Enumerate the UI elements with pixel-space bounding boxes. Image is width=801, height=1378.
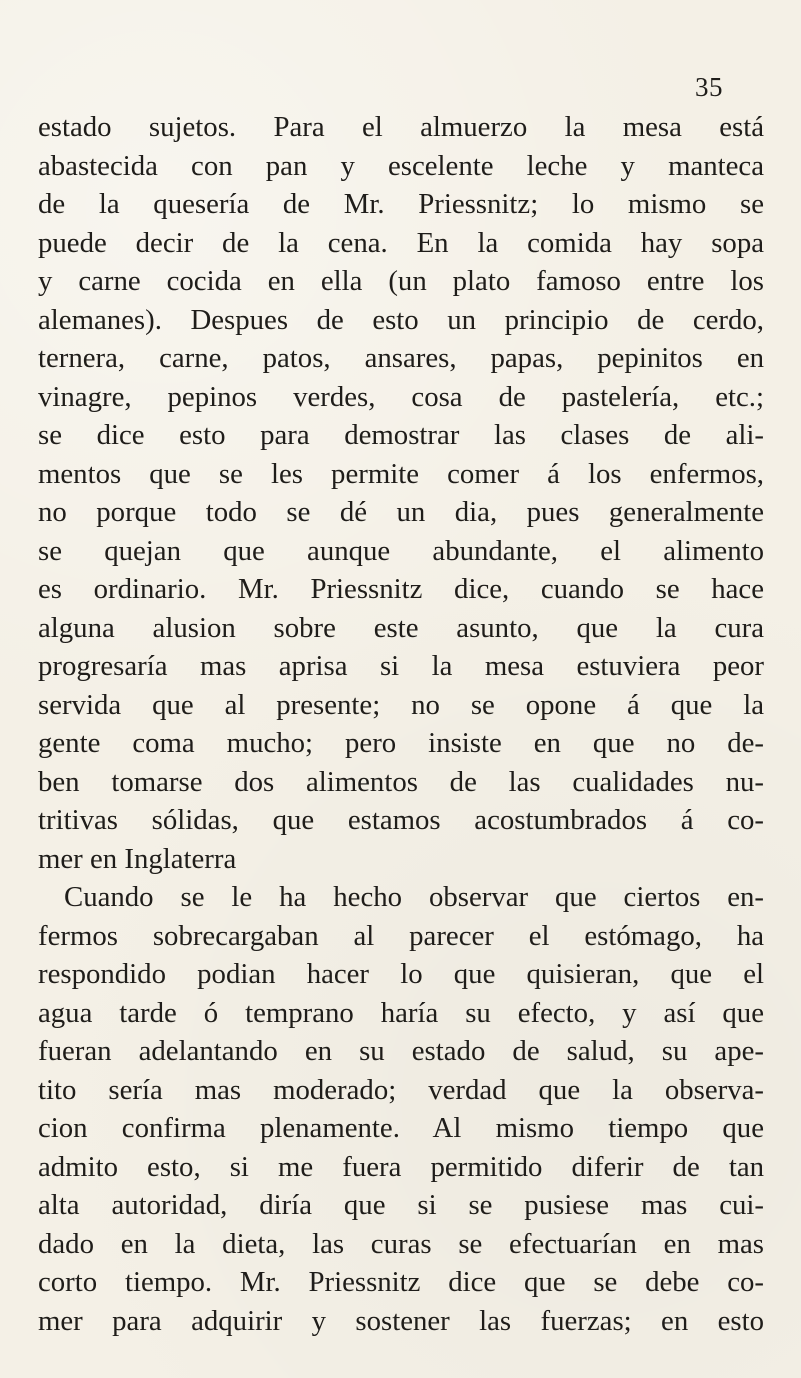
body-text xyxy=(38,108,764,1340)
text-line-30: dado en la dieta, las curas se efectuarían en mas xyxy=(38,1227,764,1260)
text-line-19: tritivas sólidas, que estamos acostumbrados á co- xyxy=(38,804,764,836)
text-line-20: mer en Inglaterra xyxy=(38,842,237,875)
text-line-26: tito sería mas moderado; verdad que la observa- xyxy=(38,1073,764,1106)
text-line-27: cion confirma plenamente. Al mismo tiempo que xyxy=(38,1112,764,1144)
text-line-13: es ordinario. Mr. Priessnitz dice, cuando se hace xyxy=(38,573,764,605)
text-line-32: mer para adquirir y sostener las fuerzas; en esto xyxy=(38,1304,764,1337)
text-line-21: Cuando se le ha hecho observar que ciertos en- xyxy=(64,881,764,913)
text-line-25: fueran adelantando en su estado de salud, su ape- xyxy=(38,1035,764,1067)
text-line-12: se quejan que aunque abundante, el alimento xyxy=(38,534,764,567)
text-line-1: estado sujetos. Para el almuerzo la mesa está xyxy=(38,111,764,143)
text-line-31: corto tiempo. Mr. Priessnitz dice que se debe co- xyxy=(38,1266,764,1298)
text-line-17: gente coma mucho; pero insiste en que no de- xyxy=(38,727,764,759)
text-line-5: y carne cocida en ella (un plato famoso entre los xyxy=(38,265,764,297)
text-line-29: alta autoridad, diría que si se pusiese mas cui- xyxy=(38,1189,764,1221)
text-line-15: progresaría mas aprisa si la mesa estuviera peor xyxy=(38,650,764,682)
text-line-11: no porque todo se dé un dia, pues generalmente xyxy=(38,496,764,528)
text-line-3: de la quesería de Mr. Priessnitz; lo mismo se xyxy=(38,188,764,220)
text-line-16: servida que al presente; no se opone á que la xyxy=(38,688,764,721)
text-line-8: vinagre, pepinos verdes, cosa de pastelería, etc.; xyxy=(38,380,764,413)
text-line-4: puede decir de la cena. En la comida hay sopa xyxy=(38,226,764,259)
text-line-23: respondido podian hacer lo que quisieran, que el xyxy=(38,958,764,990)
text-line-18: ben tomarse dos alimentos de las cualidades nu- xyxy=(38,765,764,798)
text-line-7: ternera, carne, patos, ansares, papas, pepinitos en xyxy=(38,342,764,374)
text-line-14: alguna alusion sobre este asunto, que la cura xyxy=(38,611,764,644)
text-line-10: mentos que se les permite comer á los enfermos, xyxy=(38,457,764,490)
text-line-28: admito esto, si me fuera permitido diferir de tan xyxy=(38,1150,764,1183)
text-line-6: alemanes). Despues de esto un principio de cerdo, xyxy=(38,303,764,336)
text-line-24: agua tarde ó temprano haría su efecto, y así que xyxy=(38,996,764,1029)
text-line-22: fermos sobrecargaban al parecer el estómago, ha xyxy=(38,919,764,952)
page-number: 35 xyxy=(695,72,723,102)
text-line-2: abastecida con pan y escelente leche y manteca xyxy=(38,149,764,182)
text-line-9: se dice esto para demostrar las clases de ali- xyxy=(38,419,764,451)
